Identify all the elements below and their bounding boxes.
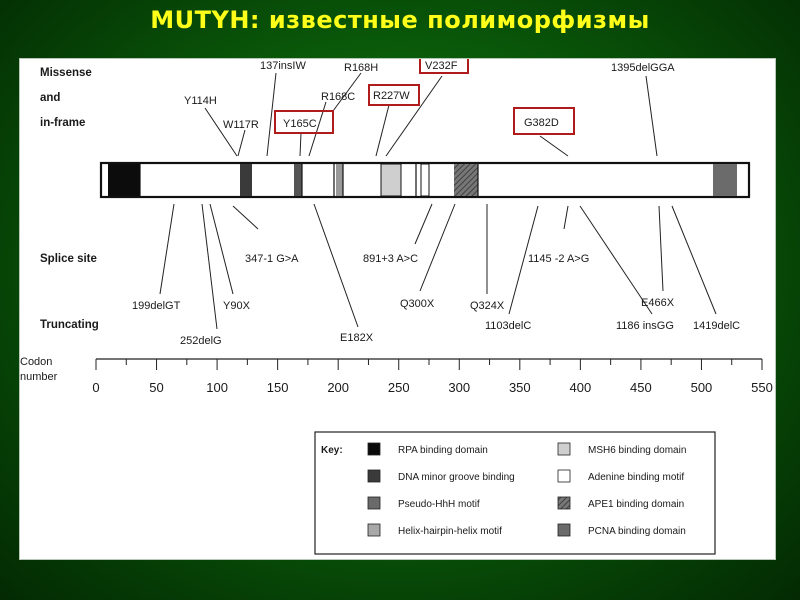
mutyh-protein-diagram [19,58,776,560]
key-label-adenine: Adenine binding motif [588,472,685,483]
key-label-dna-minor-groove: DNA minor groove binding [398,472,515,483]
ape1-binding-segment [454,164,478,196]
codon-axis [92,359,772,395]
label-y90x: Y90X [223,300,250,312]
label-e466x: E466X [641,297,675,309]
label-q324x: Q324X [470,300,505,312]
label-137insiw: 137insIW [260,60,306,72]
y114h-pointer [205,108,237,156]
axis-label-codon: Codon [20,356,53,368]
label-q300x: Q300X [400,298,435,310]
label-1145-2-a-g: 1145 -2 A>G [528,253,590,265]
pcna-binding-segment [713,164,737,196]
key-label-ape1: APE1 binding domain [588,499,685,510]
axis-tick-label: 550 [751,380,773,395]
legend-key [315,432,715,554]
axis-tick-label: 350 [508,380,531,395]
e182x-pointer [314,204,358,327]
label-w117r: W117R [223,119,259,131]
msh6-binding-segment [381,164,401,196]
1145-pointer [564,206,568,229]
diagram-canvas [20,59,775,559]
key-label-helix-hairpin-helix: Helix-hairpin-helix motif [398,526,502,537]
y165c-pointer [300,133,301,156]
key-label-pseudo-hhh: Pseudo-HhH motif [398,499,480,510]
category-in-frame: in-frame [40,117,86,129]
label-1419delc: 1419delC [693,320,741,332]
axis-tick-label: 0 [92,380,100,395]
key-label-pcna: PCNA binding domain [588,526,686,537]
v232f-pointer [386,76,442,156]
key-swatch-helix-hairpin-helix [368,524,380,536]
helix-hairpin-helix-segment [336,164,343,196]
key-swatch-pseudo-hhh [368,497,380,509]
891-3-pointer [415,204,432,244]
category-splice-site: Splice site [40,253,97,265]
1395delgga-pointer [646,76,657,156]
key-swatch-dna-minor-groove [368,470,380,482]
axis-tick-label: 300 [448,380,471,395]
category-and: and [40,92,61,104]
key-swatch-adenine [558,470,570,482]
label-891-3-a-c: 891+3 A>C [363,253,419,265]
key-swatch-pcna [558,524,570,536]
label-1395delgga: 1395delGGA [611,62,675,74]
protein-domain-bar [101,163,749,197]
y90x-pointer [210,204,233,294]
key-swatch-msh6 [558,443,570,455]
label-e182x: E182X [340,332,374,344]
axis-tick-label: 450 [630,380,652,395]
label-347-1-g-a: 347-1 G>A [245,253,299,265]
g382d-pointer [540,136,568,156]
label-y114h: Y114H [184,95,217,107]
key-swatch-ape1 [558,497,570,509]
key-label-msh6: MSH6 binding domain [588,445,687,456]
label-r168h: R168H [344,62,379,74]
1419delc-pointer [672,206,716,314]
label-1186-insgg: 1186 insGG [616,320,674,332]
rpa-binding-segment [108,164,140,196]
label-r227w: R227W [373,90,410,102]
category-truncating: Truncating [40,319,99,331]
q300x-pointer [420,204,455,291]
w117r-pointer [238,130,245,156]
category-missense: Missense [40,67,92,79]
label-v232f: V232F [425,60,458,72]
label-252delg: 252delG [180,335,222,347]
347-1-pointer [233,206,258,229]
axis-tick-label: 100 [206,380,228,395]
pseudo-hhh-segment [294,164,302,196]
dna-minor-groove-segment [240,164,252,196]
r227w-pointer [376,105,389,156]
key-heading: Key: [321,445,343,456]
axis-tick-label: 200 [327,380,350,395]
label-y165c: Y165C [283,118,317,130]
axis-tick-label: 400 [569,380,592,395]
label-r168c: R168C [321,91,356,103]
key-swatch-rpa [368,443,380,455]
axis-tick-label: 150 [266,380,289,395]
key-label-rpa: RPA binding domain [398,445,488,456]
label-g382d: G382D [524,117,559,129]
label-1103delc: 1103delC [485,320,532,332]
axis-tick-label: 50 [149,380,164,395]
axis-tick-label: 500 [690,380,713,395]
e466x-pointer [659,206,663,291]
label-199delgt: 199delGT [132,300,181,312]
199delgt-pointer [160,204,174,294]
axis-label-number: number [20,371,58,383]
axis-tick-label: 250 [387,380,410,395]
adenine-binding-segment [421,164,429,196]
slide-title: MUTYH: известные полиморфизмы [150,6,650,34]
